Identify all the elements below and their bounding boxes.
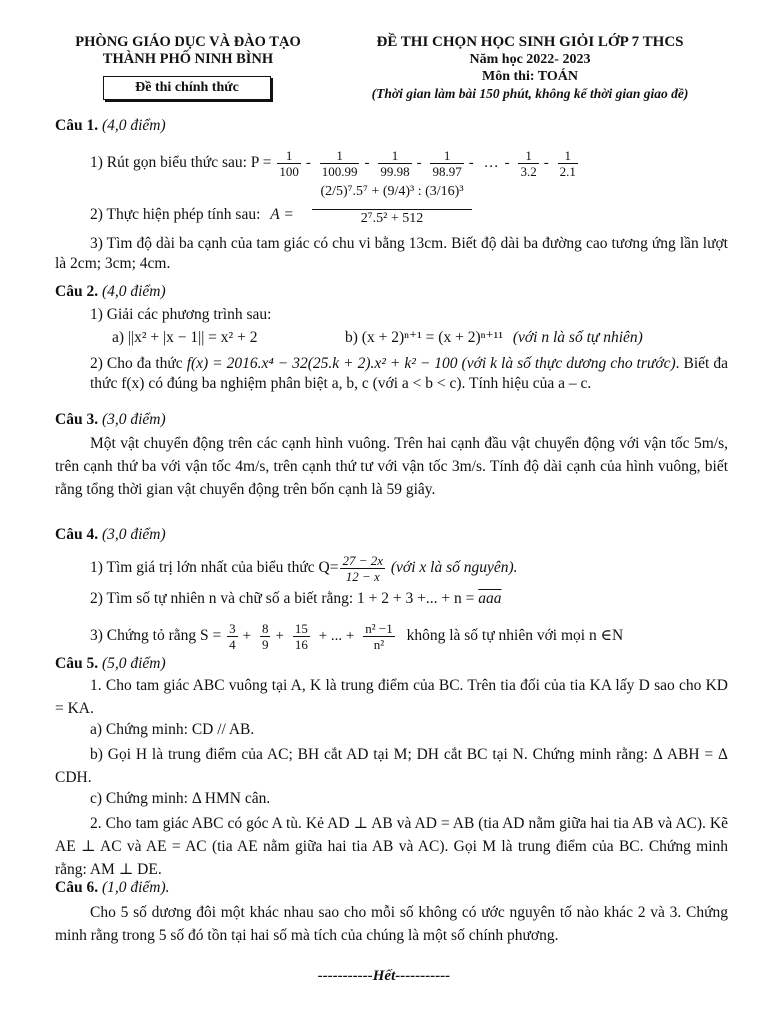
q2-p1b-note: (với n là số tự nhiên) [512,329,643,346]
q5-part2: 2. Cho tam giác ABC có góc A tù. Kẻ AD ⊥ AB và AD = AB (tia AD nằm giữa hai tia AB và AC). Kẽ AE ⊥ AC và AE = AC (tia AE nằm giữa hai tia AB và AC). Gọi M là trung điểm của BC. Chứng minh rằng: AM ⊥ DE. [55,815,728,878]
denominator: 2⁷.5² + 512 [360,211,424,226]
numerator: n² −1 [365,621,393,636]
question-points: (5,0 điểm) [101,655,166,672]
q2-p2-note: (với k là số thực dương cho trước) [461,355,676,372]
denominator: 99.98 [380,164,410,179]
q2-p1b-expr: b) (x + 2)ⁿ⁺¹ = (x + 2)ⁿ⁺¹¹ [345,329,503,346]
question-title: Câu 4. [55,526,99,543]
subject: Môn thi: TOÁN [482,69,578,84]
denominator: 4 [229,637,236,652]
q2-part1b [345,328,728,348]
question-3-heading [55,410,728,430]
q5-part1b: b) Gọi H là trung điểm của AC; BH cắt AD tại M; DH cắt BC tại N. Chứng minh rằng: Δ ABH = Δ CDH. [55,746,728,786]
q2-p2-a: 2) Cho đa thức [90,355,183,372]
question-points: (3,0 điểm) [101,526,166,543]
question-1-heading [55,116,728,136]
q2-part1a: a) ||x² + |x − 1|| = x² + 2 [112,329,258,346]
denominator: 100 [279,164,299,179]
numerator: 1 [378,148,411,164]
exam-title: ĐỀ THI CHỌN HỌC SINH GIỎI LỚP 7 THCS [376,34,684,50]
q4-part1 [90,553,728,584]
q2-part2 [90,354,728,394]
q1-p1-text: 1) Rút gọn biểu thức sau: P = [90,154,272,172]
fraction [363,621,394,652]
time-note: (Thời gian làm bài 150 phút, không kể thời gian giao đề) [371,86,689,101]
numerator: 1 [277,148,301,164]
fraction [227,621,238,652]
numerator: 15 [294,621,308,636]
q2-part1: 1) Giải các phương trình sau: [90,306,272,323]
department-header [58,34,318,68]
question-title: Câu 5. [55,655,99,672]
question-2-heading [55,282,728,302]
dept-line-1: PHÒNG GIÁO DỤC VÀ ĐÀO TẠO [75,34,301,50]
q1-p2-text: 2) Thực hiện phép tính sau: [90,206,261,223]
ellipsis: + ... + [318,628,355,645]
question-4-heading [55,525,728,545]
end-mark: -----------Hết----------- [317,968,451,984]
question-title: Câu 3. [55,411,99,428]
q3-text: Một vật chuyển động trên các cạnh hình vuông. Trên hai cạnh đầu vật chuyển động với vận tốc 5m/s, trên cạnh thứ ba với vận tốc 4m/s, trên cạnh thứ tư với vận tốc 3m/s. Tính độ dài cạnh của hình vuông, biết rằng tổng thời gian vật chuyển động trên bốn cạnh là 59 giây. [55,435,728,498]
fraction [340,553,385,584]
question-points: (4,0 điểm) [101,117,166,134]
q4-p3-text: 3) Chứng tỏ rằng S = [90,627,222,645]
question-points: (3,0 điểm) [101,411,166,428]
denominator: 16 [294,637,308,652]
question-title: Câu 2. [55,283,99,300]
fraction [277,148,301,179]
q4-part3: 3) Chứng tỏ rằng S = $\frac{3}{4}$ + $\frac{8}{9}$ + $\frac{15}{16}$ + ... + $\frac{\text{n² −1}}{\text{n²}}$ không là số tự nhiên với mọi n ∈N [90,621,624,652]
numerator: 3 [229,621,236,636]
school-year: Năm học 2022- 2023 [469,52,591,67]
q1-part3: 3) Tìm độ dài ba cạnh của tam giác có chu vi bằng 13cm. Biết độ dài ba đường cao tương ứng lần lượt là 2cm; 3cm; 4cm. [55,235,728,272]
q4-p2-text: 2) Tìm số tự nhiên n và chữ số a biết rằng: 1 + 2 + 3 +... + n = [90,590,475,607]
q2-p2-rest: . Biết đa thức f(x) có đúng ba nghiệm phân biệt a, b, c (với a < b < c). Tính hiệu của a – c. [90,355,728,392]
dept-line-2: THÀNH PHỐ NINH BÌNH [102,51,274,67]
q1-p2-fraction [312,177,472,228]
q4-p1-note: (với x là số nguyên). [390,559,518,577]
numerator: 1 [558,148,578,164]
q5-part1: 1. Cho tam giác ABC vuông tại A, K là trung điểm của BC. Trên tia đối của tia KA lấy D sao cho KD = KA. [55,677,728,717]
denominator: 100.99 [321,164,358,179]
denominator: 3.2 [520,164,537,179]
numerator: 1 [320,148,360,164]
official-exam-label: Đề thi chính thức [103,76,271,100]
exam-header [340,34,720,102]
q4-p2-aaa: $\overline{aaa}$ [478,590,502,607]
numerator: 8 [261,621,269,636]
numerator: 27 − 2x [342,553,384,568]
question-title: Câu 6. [55,879,99,896]
fraction [558,148,578,179]
numerator: 1 [518,148,538,164]
fraction [518,148,538,179]
denominator: 12 − x [345,569,380,584]
question-5-heading [55,654,728,674]
fraction [378,148,411,179]
q1-part1: 1) Rút gọn biểu thức sau: P = $\frac{1}{100}$ - $\frac{1}{100.99}$ - $\frac{1}{99.98}$ - $\frac{1}{98.97}$ - … - $\frac{1}{3.2}$ - $\frac{1}{2.1}$ [90,148,576,179]
fraction [430,148,463,179]
q4-part2 [90,589,728,609]
q6-text: Cho 5 số dương đôi một khác nhau sao cho mỗi số không có ước nguyên tố nào khác 2 và 3. Chứng minh rằng trong 5 số đó tồn tại hai số mà tích của chúng là một số chính phương. [55,904,728,944]
numerator: (2/5)⁷.5⁷ + (9/4)³ : (3/16)³ [312,177,472,210]
ellipsis: … [483,155,499,172]
fraction [293,621,310,652]
numerator: 1 [430,148,463,164]
q5-part1a: a) Chứng minh: CD // AB. [90,721,255,738]
question-points: (1,0 điểm). [101,879,170,896]
question-6-heading [55,878,728,898]
q2-p2-expr: f(x) = 2016.x⁴ − 32(25.k + 2).x² + k² − 100 [186,355,458,372]
q4-p1-text: 1) Tìm giá trị lớn nhất của biểu thức Q= [90,559,339,577]
question-points: (4,0 điểm) [101,283,166,300]
q4-p3-rest: không là số tự nhiên với mọi n ∈N [406,627,624,645]
fraction [260,621,271,652]
denominator: 98.97 [432,164,462,179]
q1-p2-var: A = [270,206,294,223]
denominator: n² [373,637,385,652]
denominator: 9 [261,637,269,652]
denominator: 2.1 [559,164,576,179]
question-title: Câu 1. [55,117,99,134]
fraction [320,148,360,179]
q5-part1c: c) Chứng minh: Δ HMN cân. [90,790,271,807]
